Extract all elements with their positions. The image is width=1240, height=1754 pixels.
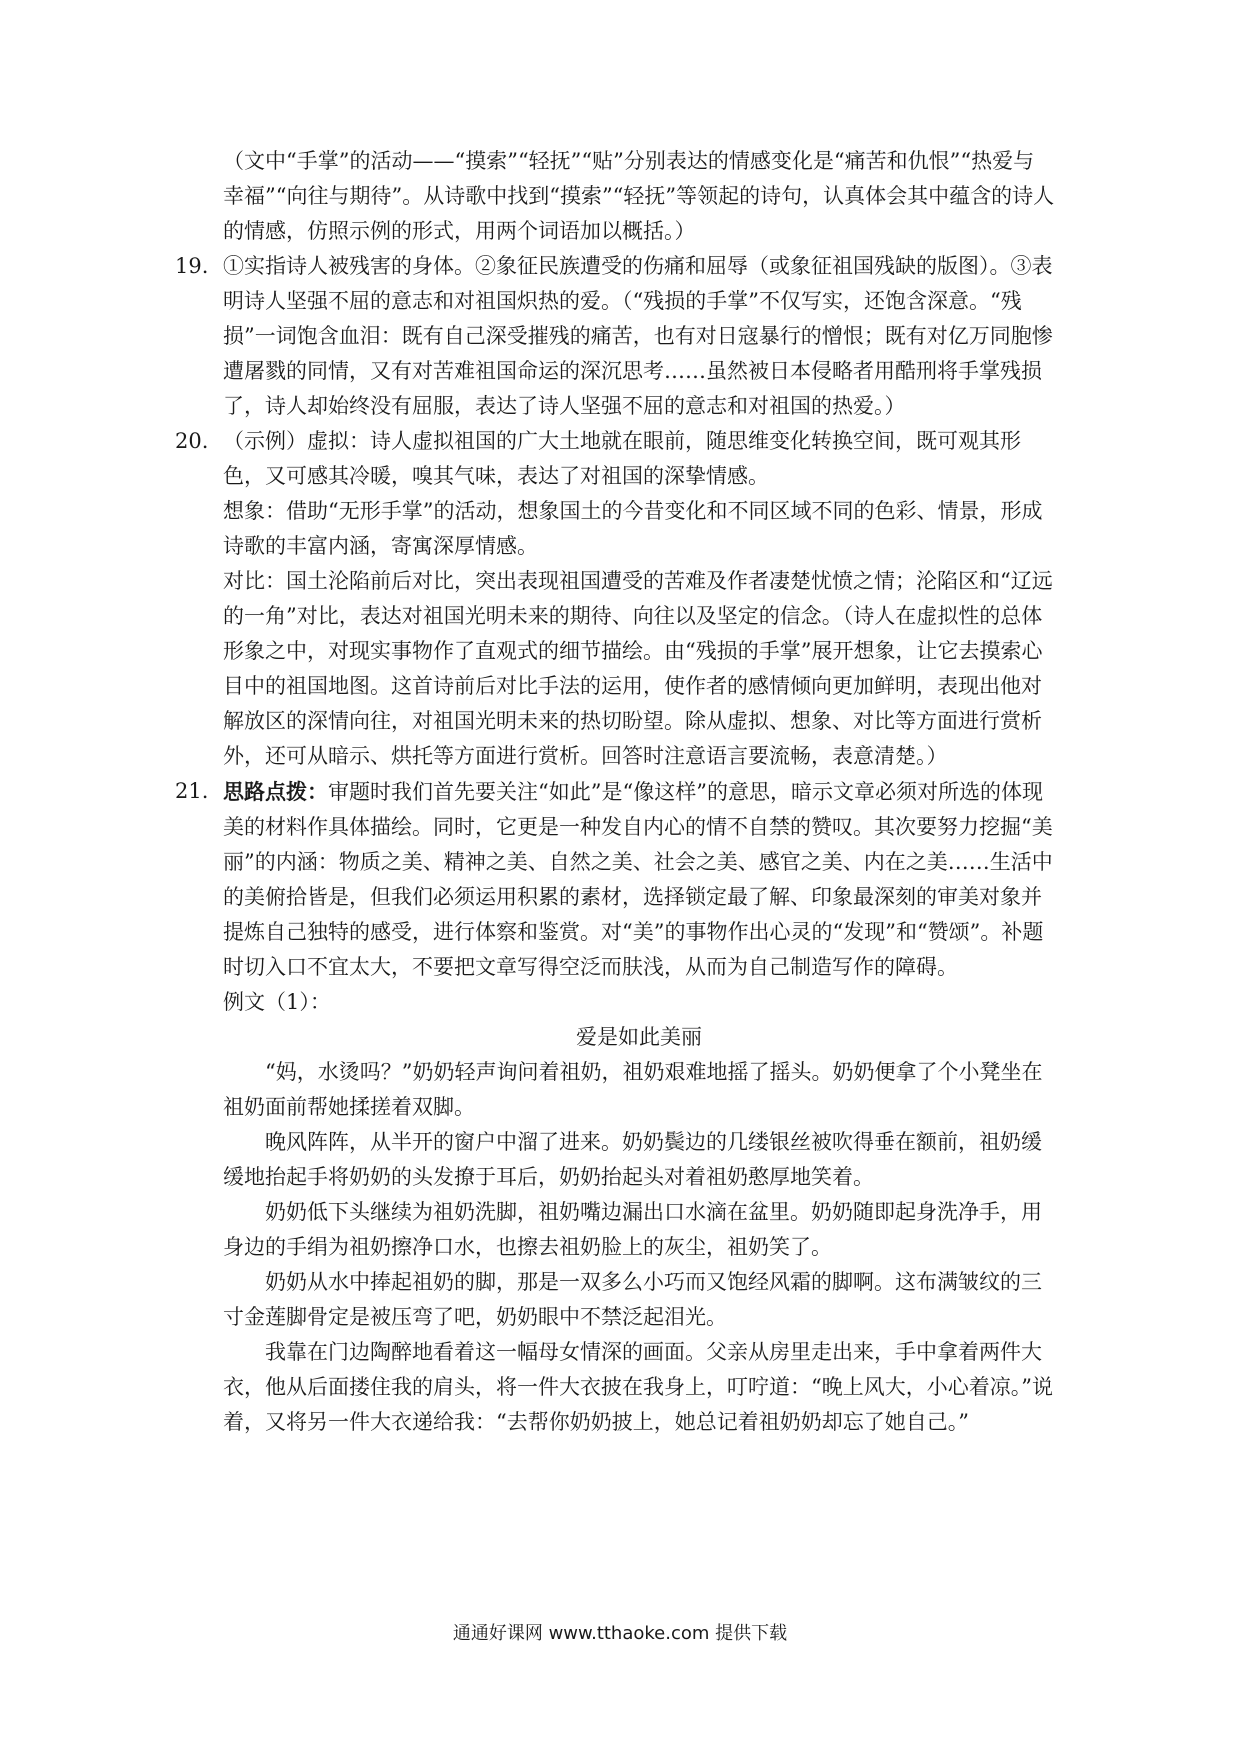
question-20-answer-imagination: 想象：借助“无形手掌”的活动，想象国土的今昔变化和不同区域不同的色彩、情景，形成诗歌的丰富内涵，寄寓深厚情感。 — [223, 499, 1043, 558]
question-20-answer-virtual: （示例）虚拟：诗人虚拟祖国的广大土地就在眼前，随思维变化转换空间，既可观其形色，又可感其冷暖，嗅其气味，表达了对祖国的深挚情感。 — [223, 429, 1021, 488]
essay-paragraph: 晚风阵阵，从半开的窗户中溜了进来。奶奶鬓边的几缕银丝被吹得垂在额前，祖奶缓缓地抬起手将奶奶的头发撩于耳后，奶奶抬起头对着祖奶憨厚地笑着。 — [223, 1130, 1042, 1189]
essay-body — [175, 1055, 1055, 1440]
question-19-answer: ①实指诗人被残害的身体。②象征民族遭受的伤痛和屈辱（或象征祖国残缺的版图）。③表明诗人坚强不屈的意志和对祖国炽热的爱。（“残损的手掌”不仅写实，还饱含深意。“残损”一词饱含血泪：既有自己深受摧残的痛苦，也有对日寇暴行的憎恨；既有对亿万同胞惨遭屠戮的同情，又有对苦难祖国命运的深沉思考……虽然被日本侵略者用酷刑将手掌残损了，诗人却始终没有屈服，表达了诗人坚强不屈的意志和对祖国的热爱。） — [223, 254, 1053, 418]
question-20-number: 20. — [175, 429, 209, 453]
essay-title: 爱是如此美丽 — [576, 1025, 702, 1049]
question-19 — [175, 249, 1055, 424]
question-21-number: 21. — [175, 779, 209, 803]
question-21 — [175, 774, 1055, 1020]
guidance-label: 思路点拨： — [223, 779, 328, 804]
essay-paragraph: 奶奶低下头继续为祖奶洗脚，祖奶嘴边漏出口水滴在盆里。奶奶随即起身洗净手，用身边的手绢为祖奶擦净口水，也擦去祖奶脸上的灰尘，祖奶笑了。 — [223, 1200, 1042, 1259]
essay-paragraph: “妈，水烫吗？”奶奶轻声询问着祖奶，祖奶艰难地摇了摇头。奶奶便拿了个小凳坐在祖奶面前帮她揉搓着双脚。 — [223, 1060, 1043, 1119]
essay-paragraph: 我靠在门边陶醉地看着这一幅母女情深的画面。父亲从房里走出来，手中拿着两件大衣，他从后面搂住我的肩头，将一件大衣披在我身上，叮咛道：“晚上风大，小心着凉。”说着，又将另一件大衣递给我：“去帮你奶奶披上，她总记着祖奶奶却忘了她自己。” — [223, 1340, 1053, 1434]
essay-paragraph: 奶奶从水中捧起祖奶的脚，那是一双多么小巧而又饱经风霜的脚啊。这布满皱纹的三寸金莲脚骨定是被压弯了吧，奶奶眼中不禁泛起泪光。 — [223, 1270, 1042, 1329]
question-20-answer-contrast: 对比：国土沦陷前后对比，突出表现祖国遭受的苦难及作者凄楚忧愤之情；沦陷区和“辽远的一角”对比，表达对祖国光明未来的期待、向往以及坚定的信念。（诗人在虚拟性的总体形象之中，对现实事物作了直观式的细节描绘。由“残损的手掌”展开想象，让它去摸索心目中的祖国地图。这首诗前后对比手法的运用，使作者的感情倾向更加鲜明，表现出他对解放区的深情向往，对祖国光明未来的热切盼望。除从虚拟、想象、对比等方面进行赏析外，还可从暗示、烘托等方面进行赏析。回答时注意语言要流畅，表意清楚。） — [223, 569, 1053, 768]
question-21-guidance — [223, 774, 1055, 985]
answer-content — [175, 144, 1055, 1440]
guidance-text: 审题时我们首先要关注“如此”是“像这样”的意思，暗示文章必须对所选的体现美的材料作具体描绘。同时，它更是一种发自内心的情不自禁的赞叹。其次要努力挖掘“美丽”的内涵：物质之美、精神之美、自然之美、社会之美、感官之美、内在之美……生活中的美俯拾皆是，但我们必须运用积累的素材，选择锁定最了解、印象最深刻的审美对象并提炼自己独特的感受，进行体察和鉴赏。对“美”的事物作出心灵的“发现”和“赞颂”。补题时切入口不宜太大，不要把文章写得空泛而肤浅，从而为自己制造写作的障碍。 — [223, 780, 1053, 979]
question-20 — [175, 424, 1055, 774]
question-19-number: 19. — [175, 254, 209, 278]
page-footer: 通通好课网 www.tthaoke.com 提供下载 — [452, 1623, 788, 1644]
intro-note: （文中“手掌”的活动——“摸索”“轻抚”“贴”分别表达的情感变化是“痛苦和仇恨”“热爱与幸福”“向往与期待”。从诗歌中找到“摸索”“轻抚”等领起的诗句，认真体会其中蕴含的诗人的情感，仿照示例的形式，用两个词语加以概括。） — [223, 149, 1055, 243]
example-label: 例文（1）： — [223, 990, 331, 1014]
